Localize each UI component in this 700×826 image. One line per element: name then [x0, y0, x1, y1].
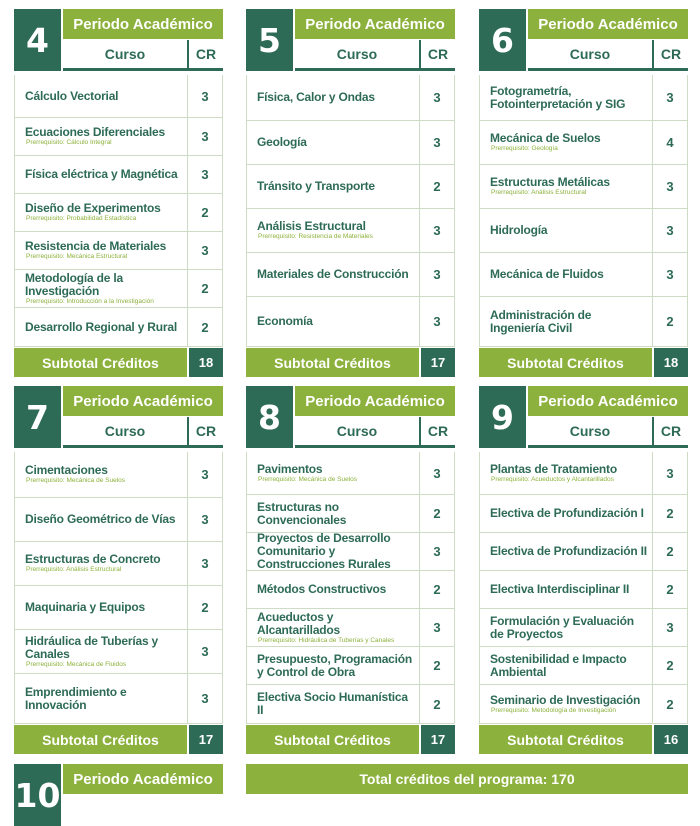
curso-header: Curso	[63, 40, 189, 68]
course-row	[480, 165, 687, 209]
cr-header: CR	[195, 423, 217, 439]
course-prereq: Prerrequisito: Introducción a la Investigación	[26, 297, 154, 305]
course-prereq: Prerrequisito: Hidráulica de Tuberías y Canales	[258, 636, 395, 644]
course-credits: 3	[433, 465, 441, 481]
course-credits: 3	[201, 556, 209, 571]
course-row	[480, 647, 687, 685]
curso-header: Curso	[295, 417, 421, 445]
course-credits: 4	[666, 135, 674, 150]
course-row	[247, 647, 454, 685]
course-name: Electiva Interdisciplinar II	[490, 582, 630, 596]
course-row	[480, 297, 687, 347]
course-name: Plantas de Tratamiento	[490, 461, 617, 476]
course-name: Diseño Geométrico de Vías	[25, 512, 176, 526]
course-row	[15, 194, 222, 232]
course-prereq: Prerrequisito: Metodología de Investigación	[491, 706, 617, 714]
course-name: Presupuesto, Programación y Control de Obra	[257, 651, 413, 679]
course-row	[480, 121, 687, 165]
periodo-label: Periodo Académico	[295, 9, 455, 39]
course-row	[247, 571, 454, 609]
course-row	[480, 253, 687, 297]
course-name: Estructuras de Concreto	[25, 552, 161, 566]
course-credits: 3	[201, 467, 209, 482]
subtotal-value: 17	[421, 725, 455, 754]
course-row	[15, 586, 222, 630]
course-credits: 2	[201, 281, 209, 296]
course-credits: 3	[666, 90, 674, 105]
semester-number: 8	[246, 386, 293, 448]
subtotal-label: Subtotal Créditos	[14, 725, 187, 754]
course-credits: 2	[201, 319, 209, 335]
course-credits: 3	[433, 314, 441, 329]
semester-number: 4	[14, 9, 61, 71]
course-credits: 3	[666, 179, 674, 194]
subtotal-label: Subtotal Créditos	[246, 348, 419, 377]
course-credits: 3	[201, 88, 209, 104]
course-list	[14, 75, 223, 347]
curso-header: Curso	[528, 417, 654, 445]
course-prereq: Prerrequisito: Resistencia de Materiales	[258, 233, 373, 240]
course-name: Física eléctrica y Magnética	[25, 167, 178, 181]
course-prereq: Prerrequisito: Cálculo Integral	[26, 139, 112, 146]
semester-5-panel	[246, 9, 455, 377]
course-credits: 3	[433, 135, 441, 150]
periodo-label: Periodo Académico	[528, 386, 688, 416]
course-credits: 3	[666, 620, 674, 635]
subtotal-bar	[14, 725, 223, 754]
course-prereq: Prerrequisito: Probabilidad Estadística	[26, 215, 137, 222]
course-prereq: Prerrequisito: Geología	[491, 145, 558, 152]
course-row	[247, 253, 454, 297]
subtotal-value: 18	[654, 348, 688, 377]
subtotal-value: 18	[189, 348, 223, 377]
course-name: Fotogrametría, Fotointerpretación y SIG	[490, 83, 626, 111]
course-name: Ecuaciones Diferenciales	[25, 125, 165, 139]
course-credits: 3	[201, 644, 209, 659]
course-row	[480, 685, 687, 724]
course-name: Cálculo Vectorial	[25, 88, 119, 103]
course-row	[15, 630, 222, 674]
course-name: Métodos Constructivos	[257, 582, 387, 596]
course-row	[480, 609, 687, 647]
course-credits: 3	[433, 620, 441, 635]
course-row	[15, 542, 222, 586]
periodo-label: Periodo Académico	[63, 386, 223, 416]
semester-number: 10	[14, 764, 61, 826]
curso-header: Curso	[295, 40, 421, 68]
course-credits: 3	[433, 267, 441, 282]
course-credits: 2	[666, 314, 674, 329]
course-row	[15, 674, 222, 724]
course-name: Resistencia de Materiales	[25, 239, 167, 253]
course-name: Electiva Socio Humanística II	[257, 690, 408, 717]
cr-header: CR	[427, 423, 449, 439]
course-credits: 2	[433, 506, 441, 521]
periodo-label: Periodo Académico	[63, 764, 223, 794]
course-name: Tránsito y Transporte	[257, 179, 375, 193]
course-row	[480, 209, 687, 253]
course-name: Electiva de Profundización II	[490, 544, 647, 558]
subtotal-value: 17	[189, 725, 223, 754]
course-row	[480, 495, 687, 533]
semester-number: 7	[14, 386, 61, 448]
course-credits: 2	[666, 544, 674, 559]
course-name: Física, Calor y Ondas	[257, 90, 375, 104]
course-name: Administración de Ingeniería Civil	[490, 307, 592, 335]
course-row	[480, 533, 687, 571]
course-credits: 2	[433, 658, 441, 673]
periodo-label: Periodo Académico	[63, 9, 223, 39]
course-name: Seminario de Investigación	[490, 692, 641, 707]
course-name: Formulación y Evaluación de Proyectos	[490, 613, 634, 641]
course-credits: 3	[666, 267, 674, 282]
course-row	[480, 571, 687, 609]
course-credits: 3	[201, 129, 209, 144]
subtotal-value: 17	[421, 348, 455, 377]
course-row	[247, 495, 454, 533]
course-credits: 3	[433, 544, 441, 559]
course-credits: 2	[666, 506, 674, 521]
course-prereq: Prerrequisito: Análisis Estructural	[26, 566, 122, 573]
course-row	[247, 533, 454, 571]
course-name: Geología	[257, 135, 307, 149]
subtotal-bar	[246, 725, 455, 754]
subtotal-bar	[14, 348, 223, 377]
cr-header: CR	[660, 46, 682, 62]
course-row	[15, 118, 222, 156]
course-credits: 3	[433, 90, 441, 105]
course-name: Materiales de Construcción	[257, 267, 409, 281]
curso-header: Curso	[63, 417, 189, 445]
total-credits-bar: Total créditos del programa: 170	[246, 764, 688, 794]
course-name: Economía	[257, 314, 313, 328]
semester-8-panel	[246, 386, 455, 754]
course-list	[14, 452, 223, 724]
course-prereq: Prerrequisito: Análisis Estructural	[491, 189, 587, 196]
subtotal-label: Subtotal Créditos	[479, 725, 652, 754]
course-row	[15, 156, 222, 194]
cr-header: CR	[660, 423, 682, 439]
course-credits: 3	[201, 243, 209, 258]
course-credits: 3	[201, 167, 209, 182]
semester-10-panel	[14, 764, 223, 826]
course-row	[247, 209, 454, 253]
course-row	[247, 75, 454, 121]
course-row	[15, 498, 222, 542]
course-name: Sostenibilidad e Impacto Ambiental	[490, 651, 627, 679]
course-credits: 2	[433, 696, 441, 712]
periodo-label: Periodo Académico	[295, 386, 455, 416]
course-credits: 3	[666, 223, 674, 238]
course-row	[480, 452, 687, 495]
course-name: Metodología de la Investigación	[25, 270, 123, 298]
course-credits: 2	[201, 600, 209, 615]
course-name: Desarrollo Regional y Rural	[25, 319, 177, 334]
subtotal-value: 16	[654, 725, 688, 754]
course-name: Maquinaria y Equipos	[25, 600, 146, 614]
course-name: Proyectos de Desarrollo Comunitario y Construcciones Rurales	[257, 531, 391, 571]
course-row	[247, 452, 454, 495]
course-list	[479, 75, 688, 347]
subtotal-label: Subtotal Créditos	[246, 725, 419, 754]
subtotal-bar	[246, 348, 455, 377]
course-name: Emprendimiento e Innovación	[25, 684, 127, 712]
course-prereq: Prerrequisito: Mecánica de Suelos	[26, 477, 125, 484]
course-row	[15, 75, 222, 118]
cr-header: CR	[427, 46, 449, 62]
curso-header: Curso	[528, 40, 654, 68]
subtotal-label: Subtotal Créditos	[14, 348, 187, 377]
course-name: Diseño de Experimentos	[25, 201, 161, 215]
course-list	[479, 452, 688, 724]
course-row	[480, 75, 687, 121]
course-prereq: Prerrequisito: Mecánica de Fluidos	[26, 660, 127, 668]
course-prereq: Prerrequisito: Mecánica de Suelos	[258, 475, 357, 483]
course-name: Pavimentos	[257, 461, 323, 476]
semester-9-panel	[479, 386, 688, 754]
semester-4-panel	[14, 9, 223, 377]
cr-header: CR	[195, 46, 217, 62]
course-credits: 3	[201, 691, 209, 706]
course-row	[247, 121, 454, 165]
course-name: Estructuras Metálicas	[490, 175, 610, 189]
course-credits: 2	[666, 582, 674, 597]
semester-number: 6	[479, 9, 526, 71]
course-name: Mecánica de Fluidos	[490, 267, 604, 281]
semester-7-panel	[14, 386, 223, 754]
course-name: Acueductos y Alcantarillados	[257, 609, 341, 637]
course-row	[15, 232, 222, 270]
course-row	[247, 685, 454, 724]
course-credits: 2	[433, 582, 441, 597]
course-prereq: Prerrequisito: Mecánica Estructural	[26, 253, 128, 260]
course-credits: 2	[666, 658, 674, 673]
course-name: Hidrología	[490, 223, 548, 237]
course-name: Estructuras no Convencionales	[257, 499, 347, 527]
course-credits: 2	[201, 205, 209, 220]
course-prereq: Prerrequisito: Acueductos y Alcantarillados	[491, 475, 614, 483]
subtotal-bar	[479, 725, 688, 754]
course-row	[15, 452, 222, 498]
course-row	[15, 308, 222, 347]
subtotal-bar	[479, 348, 688, 377]
course-credits: 2	[433, 179, 441, 194]
course-name: Cimentaciones	[25, 463, 108, 477]
semester-number: 5	[246, 9, 293, 71]
course-row	[247, 165, 454, 209]
semester-6-panel	[479, 9, 688, 377]
course-row	[247, 609, 454, 647]
course-row	[247, 297, 454, 347]
course-credits: 2	[666, 696, 674, 712]
course-name: Electiva de Profundización I	[490, 506, 644, 520]
course-name: Hidráulica de Tuberías y Canales	[25, 633, 159, 661]
course-list	[246, 75, 455, 347]
course-credits: 3	[433, 223, 441, 238]
semester-number: 9	[479, 386, 526, 448]
course-credits: 3	[666, 465, 674, 481]
course-name: Análisis Estructural	[257, 219, 366, 233]
course-name: Mecánica de Suelos	[490, 131, 601, 145]
course-row	[15, 270, 222, 308]
subtotal-label: Subtotal Créditos	[479, 348, 652, 377]
periodo-label: Periodo Académico	[528, 9, 688, 39]
course-list	[246, 452, 455, 724]
course-credits: 3	[201, 512, 209, 527]
